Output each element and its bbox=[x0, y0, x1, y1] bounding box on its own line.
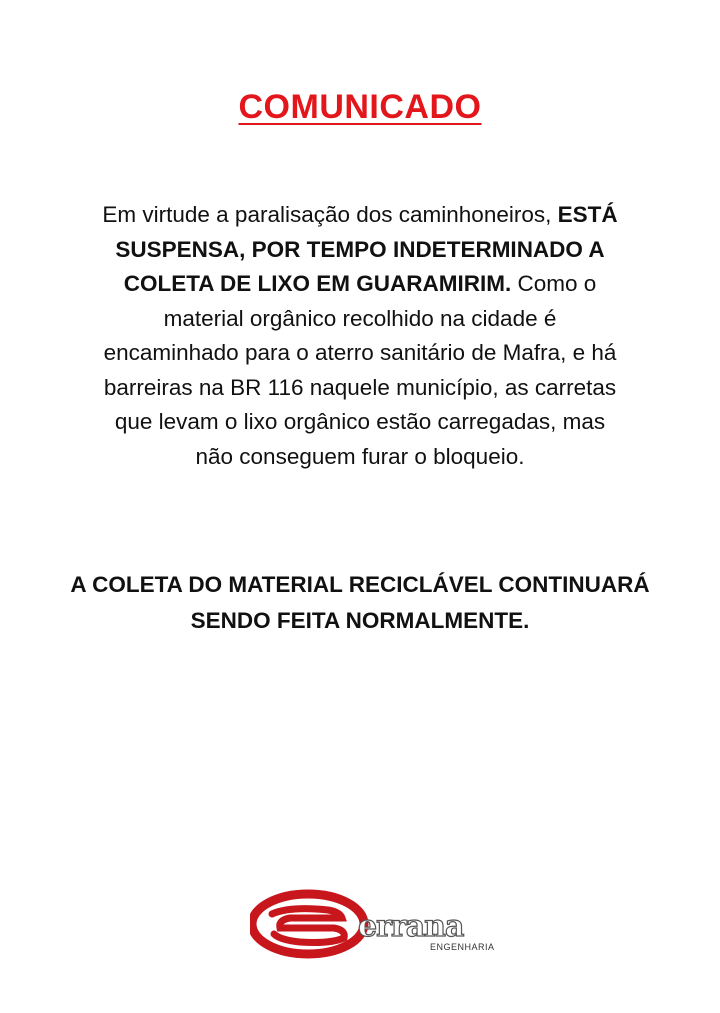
svg-text:errana: errana bbox=[358, 909, 464, 944]
paragraph-bold-notice: ESTÁ SUSPENSA, POR TEMPO INDETERMINADO A COLETA DE LIXO EM GUARAMIRIM. bbox=[115, 202, 618, 296]
document-title bbox=[0, 88, 720, 127]
main-paragraph bbox=[100, 198, 620, 474]
paragraph-intro: Em virtude a paralisação dos caminhoneiros, bbox=[102, 202, 558, 227]
serrana-logo bbox=[250, 884, 510, 964]
svg-text:ENGENHARIA: ENGENHARIA bbox=[430, 942, 495, 952]
recycling-notice: A COLETA DO MATERIAL RECICLÁVEL CONTINUARÁ SENDO FEITA NORMALMENTE. bbox=[70, 572, 650, 633]
paragraph-rest: Como o material orgânico recolhido na cidade é encaminhado para o aterro sanitário de Mafra, e há barreiras na BR 116 naquele município, as carretas que levam o lixo orgânico estão carregadas, mas não conseguem furar o bloqueio. bbox=[103, 271, 617, 469]
document-title-text: COMUNICADO bbox=[238, 88, 482, 126]
